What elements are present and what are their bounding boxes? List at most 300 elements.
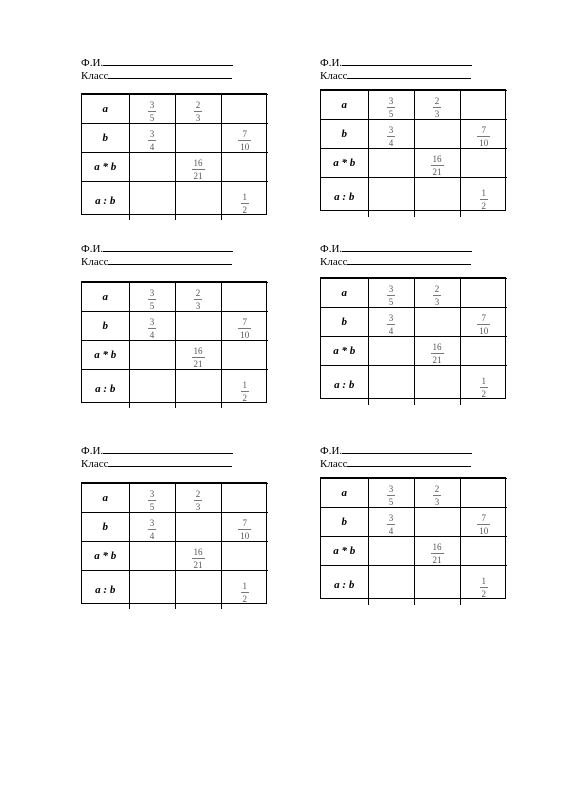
class-label: Класс bbox=[81, 70, 109, 82]
fraction bbox=[194, 100, 203, 123]
answer-cell[interactable] bbox=[221, 153, 268, 182]
fraction-numerator: 3 bbox=[149, 518, 155, 528]
table-cell bbox=[460, 178, 507, 217]
table-row bbox=[82, 571, 268, 609]
fraction bbox=[241, 192, 250, 215]
row-label: a bbox=[82, 95, 129, 124]
answer-cell[interactable] bbox=[221, 283, 268, 312]
fraction-bar bbox=[480, 587, 489, 588]
answer-cell[interactable] bbox=[175, 312, 221, 341]
fraction bbox=[480, 576, 489, 599]
worksheet-card bbox=[81, 56, 271, 215]
fraction-denominator: 21 bbox=[193, 171, 203, 181]
fraction-denominator: 4 bbox=[388, 526, 394, 536]
fraction-denominator: 10 bbox=[479, 138, 489, 148]
fraction-bar bbox=[241, 592, 250, 593]
fraction-denominator: 4 bbox=[388, 326, 394, 336]
fraction-numerator: 3 bbox=[388, 513, 394, 523]
fraction-numerator: 16 bbox=[432, 342, 442, 352]
fraction-denominator: 4 bbox=[149, 142, 155, 152]
fraction-bar bbox=[148, 500, 157, 501]
table-row bbox=[321, 279, 507, 308]
table-cell bbox=[221, 370, 268, 408]
fraction-numerator: 2 bbox=[195, 100, 201, 110]
fraction-numerator: 16 bbox=[432, 154, 442, 164]
fraction-table bbox=[320, 477, 506, 599]
answer-cell[interactable] bbox=[368, 337, 414, 366]
table-cell bbox=[129, 484, 175, 513]
table-cell bbox=[368, 508, 414, 537]
fraction-numerator: 2 bbox=[434, 484, 440, 494]
table-cell bbox=[460, 508, 507, 537]
fraction-numerator: 3 bbox=[388, 313, 394, 323]
row-label: a bbox=[82, 484, 129, 513]
answer-cell[interactable] bbox=[368, 178, 414, 217]
fraction bbox=[387, 313, 396, 336]
fraction bbox=[433, 484, 442, 507]
fraction-numerator: 1 bbox=[242, 580, 247, 591]
fraction bbox=[194, 489, 203, 512]
fraction-bar bbox=[433, 295, 442, 296]
table-cell bbox=[368, 479, 414, 508]
table-cell bbox=[175, 341, 221, 370]
row-label: a * b bbox=[321, 149, 368, 178]
table-cell bbox=[368, 308, 414, 337]
table-row bbox=[82, 124, 268, 153]
fraction-numerator: 3 bbox=[149, 288, 155, 298]
fraction-denominator: 3 bbox=[195, 113, 201, 123]
row-label: a : b bbox=[82, 182, 129, 220]
name-field[interactable] bbox=[342, 56, 472, 66]
fraction-bar bbox=[387, 107, 396, 108]
table-row bbox=[321, 508, 507, 537]
table-cell bbox=[414, 91, 460, 120]
fraction-bar bbox=[194, 299, 203, 300]
fraction-bar bbox=[148, 328, 157, 329]
row-label: a : b bbox=[321, 178, 368, 217]
answer-cell[interactable] bbox=[460, 537, 507, 566]
class-label: Класс bbox=[320, 70, 348, 82]
fraction-bar bbox=[241, 391, 250, 392]
fraction-denominator: 2 bbox=[242, 392, 247, 403]
name-field[interactable] bbox=[103, 444, 233, 454]
table-cell bbox=[129, 124, 175, 153]
name-line bbox=[81, 56, 271, 69]
table-row bbox=[321, 149, 507, 178]
fraction bbox=[192, 346, 205, 369]
fraction-numerator: 1 bbox=[481, 188, 486, 199]
table-row bbox=[82, 95, 268, 124]
fraction-numerator: 2 bbox=[434, 284, 440, 294]
table-cell bbox=[460, 308, 507, 337]
fraction-numerator: 1 bbox=[242, 379, 247, 390]
fraction-numerator: 7 bbox=[481, 125, 486, 135]
fraction-numerator: 16 bbox=[193, 346, 203, 356]
row-label: b bbox=[82, 124, 129, 153]
class-label: Класс bbox=[320, 458, 348, 470]
table-cell bbox=[414, 479, 460, 508]
answer-cell[interactable] bbox=[460, 479, 507, 508]
fraction bbox=[238, 518, 251, 541]
fraction-bar bbox=[477, 524, 490, 525]
row-label: b bbox=[321, 120, 368, 149]
fraction bbox=[387, 125, 396, 148]
fraction bbox=[480, 376, 489, 399]
row-label: a : b bbox=[82, 571, 129, 609]
row-label: b bbox=[321, 308, 368, 337]
fraction-bar bbox=[148, 111, 157, 112]
fraction bbox=[238, 317, 251, 340]
answer-cell[interactable] bbox=[221, 341, 268, 370]
fraction-denominator: 4 bbox=[388, 138, 394, 148]
fraction-bar bbox=[148, 299, 157, 300]
fraction-numerator: 7 bbox=[481, 513, 486, 523]
fraction-numerator: 2 bbox=[195, 288, 201, 298]
table-cell bbox=[414, 337, 460, 366]
class-line bbox=[81, 69, 271, 82]
table-row bbox=[82, 370, 268, 408]
fraction-bar bbox=[387, 136, 396, 137]
name-label: Ф.И. bbox=[81, 445, 104, 457]
fraction-table bbox=[320, 89, 506, 211]
answer-cell[interactable] bbox=[129, 153, 175, 182]
fraction-denominator: 10 bbox=[240, 531, 250, 541]
answer-cell[interactable] bbox=[414, 308, 460, 337]
class-field[interactable] bbox=[108, 69, 232, 79]
row-label: a * b bbox=[321, 337, 368, 366]
answer-cell[interactable] bbox=[460, 279, 507, 308]
answer-cell[interactable] bbox=[175, 182, 221, 220]
fraction-numerator: 1 bbox=[242, 191, 247, 202]
fraction bbox=[387, 484, 396, 507]
fraction bbox=[477, 125, 490, 148]
class-field[interactable] bbox=[347, 255, 471, 265]
row-label: a bbox=[321, 91, 368, 120]
fraction-denominator: 3 bbox=[195, 301, 201, 311]
table-cell bbox=[175, 95, 221, 124]
answer-cell[interactable] bbox=[414, 178, 460, 217]
answer-cell[interactable] bbox=[368, 149, 414, 178]
fraction-bar bbox=[480, 387, 489, 388]
table-cell bbox=[221, 312, 268, 341]
name-field[interactable] bbox=[103, 56, 233, 66]
fraction-numerator: 3 bbox=[149, 317, 155, 327]
row-label: a bbox=[321, 479, 368, 508]
table-cell bbox=[221, 571, 268, 609]
fraction-denominator: 5 bbox=[149, 113, 155, 123]
table-row bbox=[82, 542, 268, 571]
class-line bbox=[320, 457, 510, 470]
table-cell bbox=[129, 283, 175, 312]
row-label: a bbox=[321, 279, 368, 308]
fraction bbox=[431, 542, 444, 565]
fraction-denominator: 2 bbox=[242, 593, 247, 604]
fraction-numerator: 3 bbox=[388, 125, 394, 135]
answer-cell[interactable] bbox=[221, 542, 268, 571]
fraction-denominator: 5 bbox=[388, 497, 394, 507]
fraction-numerator: 3 bbox=[149, 489, 155, 499]
name-label: Ф.И. bbox=[320, 445, 343, 457]
answer-cell[interactable] bbox=[175, 124, 221, 153]
fraction-denominator: 10 bbox=[479, 326, 489, 336]
fraction-denominator: 5 bbox=[388, 297, 394, 307]
table-row bbox=[321, 479, 507, 508]
name-field[interactable] bbox=[342, 444, 472, 454]
fraction bbox=[433, 284, 442, 307]
fraction-bar bbox=[433, 107, 442, 108]
fraction-bar bbox=[238, 328, 251, 329]
fraction-bar bbox=[148, 140, 157, 141]
fraction-table bbox=[81, 281, 267, 403]
answer-cell[interactable] bbox=[129, 571, 175, 609]
fraction bbox=[148, 100, 157, 123]
fraction-denominator: 2 bbox=[481, 201, 486, 212]
fraction-bar bbox=[387, 524, 396, 525]
fraction-numerator: 16 bbox=[193, 158, 203, 168]
table-cell bbox=[129, 95, 175, 124]
table-row bbox=[82, 513, 268, 542]
table-row bbox=[82, 341, 268, 370]
fraction-bar bbox=[148, 529, 157, 530]
fraction-bar bbox=[477, 136, 490, 137]
table-row bbox=[321, 91, 507, 120]
table-row bbox=[82, 484, 268, 513]
fraction-numerator: 7 bbox=[242, 317, 247, 327]
fraction-table bbox=[81, 482, 267, 604]
name-line bbox=[81, 444, 271, 457]
table-row bbox=[82, 182, 268, 220]
fraction-denominator: 3 bbox=[434, 109, 440, 119]
fraction-numerator: 3 bbox=[388, 484, 394, 494]
row-label: b bbox=[82, 513, 129, 542]
table-row bbox=[321, 337, 507, 366]
fraction-bar bbox=[238, 140, 251, 141]
worksheet-card bbox=[320, 56, 510, 211]
table-row bbox=[321, 566, 507, 605]
answer-cell[interactable] bbox=[368, 537, 414, 566]
worksheet-card bbox=[320, 444, 510, 599]
fraction-numerator: 1 bbox=[481, 376, 486, 387]
fraction-numerator: 3 bbox=[388, 284, 394, 294]
class-field[interactable] bbox=[347, 457, 471, 467]
class-label: Класс bbox=[320, 256, 348, 268]
fraction-denominator: 3 bbox=[434, 497, 440, 507]
fraction-bar bbox=[194, 111, 203, 112]
name-line bbox=[320, 444, 510, 457]
table-row bbox=[82, 153, 268, 182]
fraction-bar bbox=[192, 558, 205, 559]
worksheet-card bbox=[81, 242, 271, 403]
fraction bbox=[194, 288, 203, 311]
row-label: b bbox=[321, 508, 368, 537]
fraction-bar bbox=[192, 357, 205, 358]
fraction-numerator: 7 bbox=[481, 313, 486, 323]
answer-cell[interactable] bbox=[414, 508, 460, 537]
fraction-denominator: 21 bbox=[432, 355, 442, 365]
fraction bbox=[241, 581, 250, 604]
row-label: a * b bbox=[321, 537, 368, 566]
answer-cell[interactable] bbox=[221, 95, 268, 124]
table-cell bbox=[460, 566, 507, 605]
table-cell bbox=[175, 484, 221, 513]
fraction-bar bbox=[431, 553, 444, 554]
fraction-denominator: 3 bbox=[195, 502, 201, 512]
fraction bbox=[148, 518, 157, 541]
class-line bbox=[81, 457, 271, 470]
name-line bbox=[81, 242, 271, 255]
name-line bbox=[320, 242, 510, 255]
fraction bbox=[148, 129, 157, 152]
row-label: a : b bbox=[321, 366, 368, 405]
name-label: Ф.И. bbox=[320, 243, 343, 255]
table-cell bbox=[368, 120, 414, 149]
fraction-numerator: 7 bbox=[242, 129, 247, 139]
fraction-numerator: 7 bbox=[242, 518, 247, 528]
fraction bbox=[431, 342, 444, 365]
fraction-table bbox=[81, 93, 267, 215]
row-label: a * b bbox=[82, 153, 129, 182]
fraction-bar bbox=[387, 324, 396, 325]
fraction bbox=[431, 154, 444, 177]
answer-cell[interactable] bbox=[414, 120, 460, 149]
fraction-numerator: 2 bbox=[434, 96, 440, 106]
fraction-bar bbox=[480, 199, 489, 200]
class-field[interactable] bbox=[108, 255, 232, 265]
answer-cell[interactable] bbox=[414, 566, 460, 605]
answer-cell[interactable] bbox=[175, 513, 221, 542]
answer-cell[interactable] bbox=[175, 370, 221, 408]
answer-cell[interactable] bbox=[460, 91, 507, 120]
fraction-denominator: 21 bbox=[432, 167, 442, 177]
fraction-denominator: 2 bbox=[481, 589, 486, 600]
fraction-numerator: 16 bbox=[193, 547, 203, 557]
table-cell bbox=[129, 312, 175, 341]
fraction-bar bbox=[238, 529, 251, 530]
fraction bbox=[148, 288, 157, 311]
fraction-denominator: 10 bbox=[479, 526, 489, 536]
fraction-denominator: 10 bbox=[240, 142, 250, 152]
fraction bbox=[387, 96, 396, 119]
fraction bbox=[148, 489, 157, 512]
fraction-denominator: 21 bbox=[193, 359, 203, 369]
fraction-numerator: 3 bbox=[149, 129, 155, 139]
table-cell bbox=[460, 366, 507, 405]
fraction-bar bbox=[431, 353, 444, 354]
answer-cell[interactable] bbox=[460, 337, 507, 366]
class-line bbox=[81, 255, 271, 268]
answer-cell[interactable] bbox=[368, 566, 414, 605]
fraction bbox=[477, 313, 490, 336]
fraction bbox=[192, 158, 205, 181]
fraction-denominator: 5 bbox=[149, 301, 155, 311]
name-field[interactable] bbox=[342, 242, 472, 252]
table-row bbox=[321, 120, 507, 149]
name-label: Ф.И. bbox=[320, 57, 343, 69]
name-label: Ф.И. bbox=[81, 57, 104, 69]
table-cell bbox=[414, 279, 460, 308]
fraction bbox=[387, 513, 396, 536]
fraction-bar bbox=[241, 203, 250, 204]
answer-cell[interactable] bbox=[368, 366, 414, 405]
class-line bbox=[320, 255, 510, 268]
table-cell bbox=[460, 120, 507, 149]
fraction-bar bbox=[387, 295, 396, 296]
worksheet-card bbox=[81, 444, 271, 604]
table-cell bbox=[175, 153, 221, 182]
fraction-bar bbox=[431, 165, 444, 166]
fraction bbox=[238, 129, 251, 152]
table-cell bbox=[368, 279, 414, 308]
row-label: a * b bbox=[82, 341, 129, 370]
class-field[interactable] bbox=[347, 69, 471, 79]
fraction-table bbox=[320, 277, 506, 399]
table-row bbox=[321, 366, 507, 405]
fraction-bar bbox=[192, 169, 205, 170]
table-row bbox=[82, 283, 268, 312]
class-field[interactable] bbox=[108, 457, 232, 467]
fraction-denominator: 2 bbox=[481, 389, 486, 400]
table-cell bbox=[414, 537, 460, 566]
name-field[interactable] bbox=[103, 242, 233, 252]
fraction-denominator: 21 bbox=[193, 560, 203, 570]
answer-cell[interactable] bbox=[175, 571, 221, 609]
fraction-numerator: 3 bbox=[149, 100, 155, 110]
class-label: Класс bbox=[81, 458, 109, 470]
row-label: a : b bbox=[82, 370, 129, 408]
fraction-numerator: 16 bbox=[432, 542, 442, 552]
table-cell bbox=[368, 91, 414, 120]
table-cell bbox=[221, 182, 268, 220]
fraction-numerator: 3 bbox=[388, 96, 394, 106]
answer-cell[interactable] bbox=[129, 182, 175, 220]
table-cell bbox=[221, 513, 268, 542]
fraction-bar bbox=[433, 495, 442, 496]
fraction-numerator: 2 bbox=[195, 489, 201, 499]
table-row bbox=[321, 537, 507, 566]
fraction bbox=[433, 96, 442, 119]
row-label: a * b bbox=[82, 542, 129, 571]
fraction bbox=[192, 547, 205, 570]
table-cell bbox=[414, 149, 460, 178]
fraction-denominator: 10 bbox=[240, 330, 250, 340]
table-cell bbox=[175, 283, 221, 312]
fraction bbox=[477, 513, 490, 536]
answer-cell[interactable] bbox=[129, 370, 175, 408]
fraction-denominator: 3 bbox=[434, 297, 440, 307]
fraction-denominator: 4 bbox=[149, 531, 155, 541]
fraction-bar bbox=[387, 495, 396, 496]
fraction-denominator: 4 bbox=[149, 330, 155, 340]
fraction-denominator: 5 bbox=[388, 109, 394, 119]
table-cell bbox=[129, 513, 175, 542]
row-label: a : b bbox=[321, 566, 368, 605]
fraction-bar bbox=[477, 324, 490, 325]
fraction bbox=[148, 317, 157, 340]
table-row bbox=[321, 308, 507, 337]
answer-cell[interactable] bbox=[221, 484, 268, 513]
row-label: a bbox=[82, 283, 129, 312]
fraction bbox=[387, 284, 396, 307]
fraction bbox=[480, 188, 489, 211]
table-cell bbox=[221, 124, 268, 153]
answer-cell[interactable] bbox=[129, 542, 175, 571]
class-line bbox=[320, 69, 510, 82]
answer-cell[interactable] bbox=[129, 341, 175, 370]
name-line bbox=[320, 56, 510, 69]
answer-cell[interactable] bbox=[414, 366, 460, 405]
answer-cell[interactable] bbox=[460, 149, 507, 178]
fraction-bar bbox=[194, 500, 203, 501]
